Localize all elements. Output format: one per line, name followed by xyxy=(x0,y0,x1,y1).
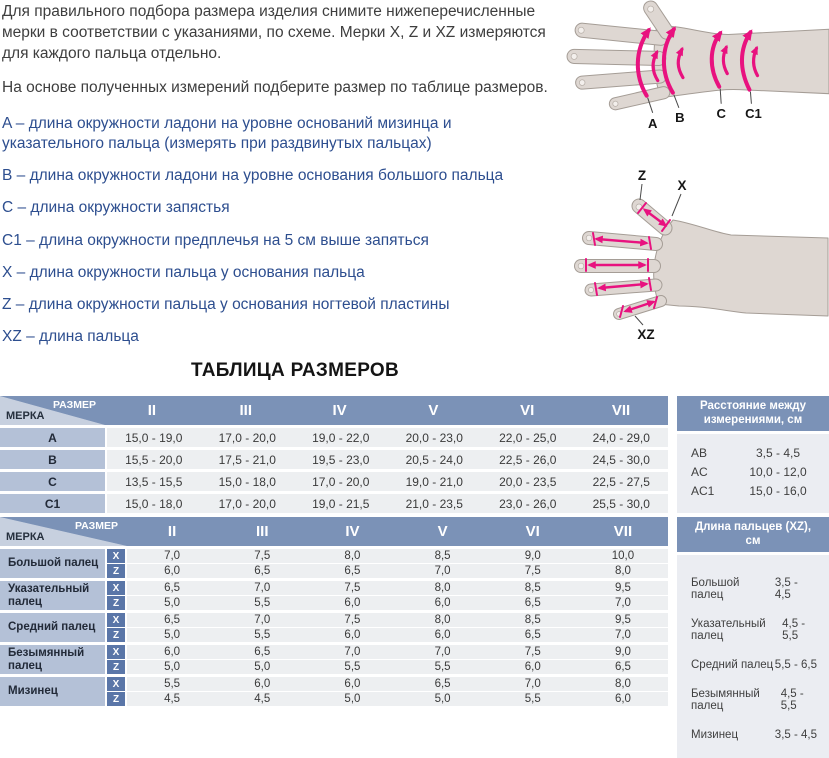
hand-fingers xyxy=(571,6,667,106)
table-cell: 6,5 xyxy=(254,565,271,577)
table-cell: 6,5 xyxy=(164,614,181,626)
corner-size-label: РАЗМЕР xyxy=(53,399,96,411)
wrist-measurement-illustration-icon xyxy=(560,0,829,136)
finger-label: Безымянный палец xyxy=(0,645,105,674)
sidebar-body xyxy=(677,555,829,758)
sidebar-body xyxy=(677,434,829,513)
table-cell: 17,0 - 20,0 xyxy=(218,430,276,445)
table-cell: 6,0 xyxy=(164,565,181,577)
sidebar-row xyxy=(691,659,817,671)
hand-fingers xyxy=(578,204,665,316)
table-cell: 6,5 xyxy=(614,661,631,673)
z-sub-row xyxy=(105,596,668,610)
table-cell: 9,5 xyxy=(614,582,631,594)
table-cell: 9,5 xyxy=(614,614,631,626)
table-cell: 6,0 xyxy=(254,678,271,690)
corner-cell xyxy=(0,517,127,546)
measurement-definitions xyxy=(2,114,556,347)
table-cell: 22,5 - 27,5 xyxy=(592,474,650,489)
corner-cell xyxy=(0,396,105,425)
z-badge: Z xyxy=(107,692,125,706)
table-cell: 24,5 - 30,0 xyxy=(592,452,650,467)
table-cell: 8,5 xyxy=(434,550,451,562)
table-cell: 24,0 - 29,0 xyxy=(592,430,650,445)
x-badge: X xyxy=(107,581,125,595)
column-header: II xyxy=(167,523,177,540)
table-cell: 17,0 - 20,0 xyxy=(312,474,370,489)
table-cell: 20,0 - 23,5 xyxy=(499,474,557,489)
row-label: C xyxy=(0,472,105,491)
sidebar-row-value: 10,0 - 12,0 xyxy=(749,464,807,479)
sidebar-row-label: Безымянный палец xyxy=(691,687,760,712)
table-cell: 15,5 - 20,0 xyxy=(125,452,183,467)
table-cell: 6,5 xyxy=(254,646,271,658)
intro-paragraph-2: На основе полученных измерений подберите размер по таблице размеров. xyxy=(2,79,548,97)
table-cell: 5,5 xyxy=(524,693,541,705)
table-row xyxy=(0,428,668,447)
x-badge: X xyxy=(107,549,125,563)
finger-group-row xyxy=(0,581,668,610)
table-cell: 6,5 xyxy=(524,629,541,641)
table-cell: 6,0 xyxy=(164,646,181,658)
finger-table-block xyxy=(0,517,829,758)
table-cell: 10,0 xyxy=(611,550,635,562)
table-cell: 6,0 xyxy=(344,678,361,690)
finger-group-row xyxy=(0,645,668,674)
table-cell: 5,0 xyxy=(164,597,181,609)
sidebar-row-label: Средний палец xyxy=(691,658,774,671)
z-badge: Z xyxy=(107,564,125,578)
intro-paragraph-1: Для правильного подбора размера изделия снимите нижеперечисленные мерки в соответствии с указаниями, по схеме. Мерки X, Z и XZ измеряются для каждого пальца отдельно. xyxy=(2,3,546,62)
label-c: C xyxy=(716,105,726,121)
table-cell: 5,0 xyxy=(164,629,181,641)
table-cell: 15,0 - 18,0 xyxy=(218,474,276,489)
sidebar-row xyxy=(691,482,817,501)
definition-x: X – длина окружности пальца у основания пальца xyxy=(2,263,365,281)
corner-size-label: РАЗМЕР xyxy=(75,520,118,532)
label-xz: XZ xyxy=(637,327,655,342)
sidebar-row-value: 4,5 - 5,5 xyxy=(782,617,806,642)
table-cell: 7,0 xyxy=(254,614,271,626)
sidebar-row-label: Большой палец xyxy=(691,576,740,601)
column-header: III xyxy=(256,523,269,540)
table-cell: 5,0 xyxy=(344,693,361,705)
sidebar-row-value: 3,5 - 4,5 xyxy=(755,445,801,460)
column-header: V xyxy=(437,523,448,540)
x-sub-row xyxy=(105,549,668,563)
table-cell: 8,0 xyxy=(614,678,631,690)
table-header xyxy=(0,396,668,425)
sidebar-row-value: 3,5 - 4,5 xyxy=(774,728,817,741)
sidebar-row xyxy=(691,618,817,642)
table-cell: 7,5 xyxy=(254,550,271,562)
table-cell: 6,5 xyxy=(524,597,541,609)
sidebar-row-value: 4,5 - 5,5 xyxy=(780,687,804,712)
table-cell: 7,5 xyxy=(524,565,541,577)
circumference-table xyxy=(0,396,668,513)
table-cell: 20,0 - 23,0 xyxy=(405,430,463,445)
table-cell: 5,5 xyxy=(164,678,181,690)
table-cell: 9,0 xyxy=(524,550,541,562)
column-header: V xyxy=(428,402,439,419)
table-cell: 6,0 xyxy=(434,629,451,641)
sidebar-row-label: AC xyxy=(691,464,708,479)
table-cell: 23,0 - 26,0 xyxy=(499,496,557,511)
z-sub-row xyxy=(105,692,668,706)
finger-label: Мизинец xyxy=(0,677,105,706)
definition-c1: C1 – длина окружности предплечья на 5 см выше запяться xyxy=(2,231,429,249)
table-cell: 8,5 xyxy=(524,614,541,626)
table-cell: 19,0 - 22,0 xyxy=(312,430,370,445)
table-cell: 19,0 - 21,5 xyxy=(312,496,370,511)
finger-measurement-illustration-icon xyxy=(560,158,829,348)
table-cell: 15,0 - 18,0 xyxy=(125,496,183,511)
table-row xyxy=(0,450,668,469)
corner-merka-label: МЕРКА xyxy=(6,410,45,422)
row-label: B xyxy=(0,450,105,469)
x-sub-row xyxy=(105,613,668,627)
table-cell: 7,5 xyxy=(344,614,361,626)
table-cell: 6,0 xyxy=(524,661,541,673)
sidebar-row-label: AB xyxy=(691,445,708,460)
table-cell: 6,0 xyxy=(344,629,361,641)
table-cell: 13,5 - 15,5 xyxy=(125,474,183,489)
table-cell: 7,0 xyxy=(434,646,451,658)
table-cell: 6,5 xyxy=(434,678,451,690)
sidebar-row-label: AC1 xyxy=(691,483,715,498)
label-c1: C1 xyxy=(745,105,762,121)
table-cell: 21,0 - 23,5 xyxy=(405,496,463,511)
table-cell: 7,0 xyxy=(254,582,271,594)
finger-group-row xyxy=(0,549,668,578)
table-row xyxy=(0,472,668,491)
distance-sidebar xyxy=(677,396,829,513)
z-sub-row xyxy=(105,564,668,578)
finger-label: Средний палец xyxy=(0,613,105,642)
table-cell: 5,5 xyxy=(254,629,271,641)
x-badge: X xyxy=(107,613,125,627)
sidebar-row xyxy=(691,577,817,601)
table-cell: 8,0 xyxy=(344,550,361,562)
table-cell: 15,0 - 19,0 xyxy=(125,430,183,445)
sidebar-row xyxy=(691,688,817,712)
diagrams-column xyxy=(560,0,829,358)
sidebar-row-label: Мизинец xyxy=(691,728,739,741)
definition-c: C – длина окружности запястья xyxy=(2,199,230,217)
circumference-table-block xyxy=(0,396,829,513)
page-title: ТАБЛИЦА РАЗМЕРОВ xyxy=(190,360,400,381)
sidebar-row xyxy=(691,463,817,482)
table-cell: 8,0 xyxy=(614,565,631,577)
table-cell: 7,5 xyxy=(524,646,541,658)
sidebar-row xyxy=(691,729,817,741)
z-badge: Z xyxy=(107,628,125,642)
table-row xyxy=(0,494,668,513)
table-cell: 19,0 - 21,0 xyxy=(405,474,463,489)
definition-z: Z – длина окружности пальца у основания ногтевой пластины xyxy=(2,295,450,313)
finger-group-row xyxy=(0,613,668,642)
table-cell: 6,5 xyxy=(164,582,181,594)
table-cell: 5,5 xyxy=(254,597,271,609)
column-header: III xyxy=(239,402,252,419)
size-table-title-row xyxy=(0,360,590,392)
z-badge: Z xyxy=(107,596,125,610)
finger-length-sidebar xyxy=(677,517,829,758)
table-cell: 6,0 xyxy=(614,693,631,705)
table-cell: 8,5 xyxy=(524,582,541,594)
z-sub-row xyxy=(105,660,668,674)
table-cell: 4,5 xyxy=(164,693,181,705)
top-section xyxy=(0,0,829,358)
row-label: C1 xyxy=(0,494,105,513)
table-cell: 9,0 xyxy=(614,646,631,658)
table-cell: 17,0 - 20,0 xyxy=(218,496,276,511)
table-cell: 5,0 xyxy=(254,661,271,673)
column-header: IV xyxy=(332,402,347,419)
sidebar-title: Длина пальцев (XZ), см xyxy=(677,517,829,552)
finger-label: Большой палец xyxy=(0,549,105,578)
label-a: A xyxy=(647,115,658,131)
x-badge: X xyxy=(107,645,125,659)
sidebar-row xyxy=(691,444,817,463)
instructions-text xyxy=(0,0,560,358)
table-cell: 5,0 xyxy=(434,693,451,705)
table-cell: 17,5 - 21,0 xyxy=(218,452,276,467)
corner-merka-label: МЕРКА xyxy=(6,531,45,543)
table-cell: 7,0 xyxy=(614,629,631,641)
label-z: Z xyxy=(637,168,647,183)
column-header: II xyxy=(147,402,157,419)
definition-a: A – длина окружности ладони на уровне оснований мизинца и указательного пальца (измерять при раздвинутых пальцах) xyxy=(2,115,452,153)
finger-table xyxy=(0,517,668,758)
column-header: VI xyxy=(520,402,535,419)
definition-xz: XZ – длина пальца xyxy=(2,328,139,346)
finger-label: Указательный палец xyxy=(0,581,105,610)
table-cell: 19,5 - 23,0 xyxy=(312,452,370,467)
table-cell: 7,0 xyxy=(614,597,631,609)
x-sub-row xyxy=(105,645,668,659)
hand-palm-shape xyxy=(654,220,828,316)
table-cell: 6,0 xyxy=(434,597,451,609)
table-cell: 6,5 xyxy=(344,565,361,577)
sidebar-title: Расстояние между измерениями, см xyxy=(677,396,829,431)
column-header: VII xyxy=(611,402,631,419)
column-header: VII xyxy=(613,523,633,540)
table-cell: 5,5 xyxy=(344,661,361,673)
label-b: B xyxy=(675,109,685,125)
sidebar-row-value: 15,0 - 16,0 xyxy=(749,483,807,498)
table-header xyxy=(0,517,668,546)
table-cell: 5,5 xyxy=(434,661,451,673)
sidebar-row-label: Указательный палец xyxy=(691,617,766,642)
z-sub-row xyxy=(105,628,668,642)
table-cell: 7,0 xyxy=(164,550,181,562)
table-cell: 8,0 xyxy=(434,582,451,594)
table-cell: 7,0 xyxy=(344,646,361,658)
table-cell: 7,0 xyxy=(524,678,541,690)
table-cell: 25,5 - 30,0 xyxy=(592,496,650,511)
label-x: X xyxy=(677,178,687,193)
sidebar-row-value: 5,5 - 6,5 xyxy=(774,658,817,671)
table-cell: 22,5 - 26,0 xyxy=(499,452,557,467)
table-cell: 5,0 xyxy=(164,661,181,673)
column-header: IV xyxy=(345,523,360,540)
table-cell: 22,0 - 25,0 xyxy=(499,430,557,445)
x-badge: X xyxy=(107,677,125,691)
sidebar-row-value: 3,5 - 4,5 xyxy=(774,576,798,601)
table-cell: 7,5 xyxy=(344,582,361,594)
definition-b: B – длина окружности ладони на уровне основания большого пальца xyxy=(2,167,504,185)
table-cell: 20,5 - 24,0 xyxy=(405,452,463,467)
table-cell: 4,5 xyxy=(254,693,271,705)
x-sub-row xyxy=(105,677,668,691)
row-label: A xyxy=(0,428,105,447)
table-cell: 8,0 xyxy=(434,614,451,626)
column-header: VI xyxy=(525,523,540,540)
table-cell: 7,0 xyxy=(434,565,451,577)
z-badge: Z xyxy=(107,660,125,674)
finger-group-row xyxy=(0,677,668,706)
table-cell: 6,0 xyxy=(344,597,361,609)
x-sub-row xyxy=(105,581,668,595)
